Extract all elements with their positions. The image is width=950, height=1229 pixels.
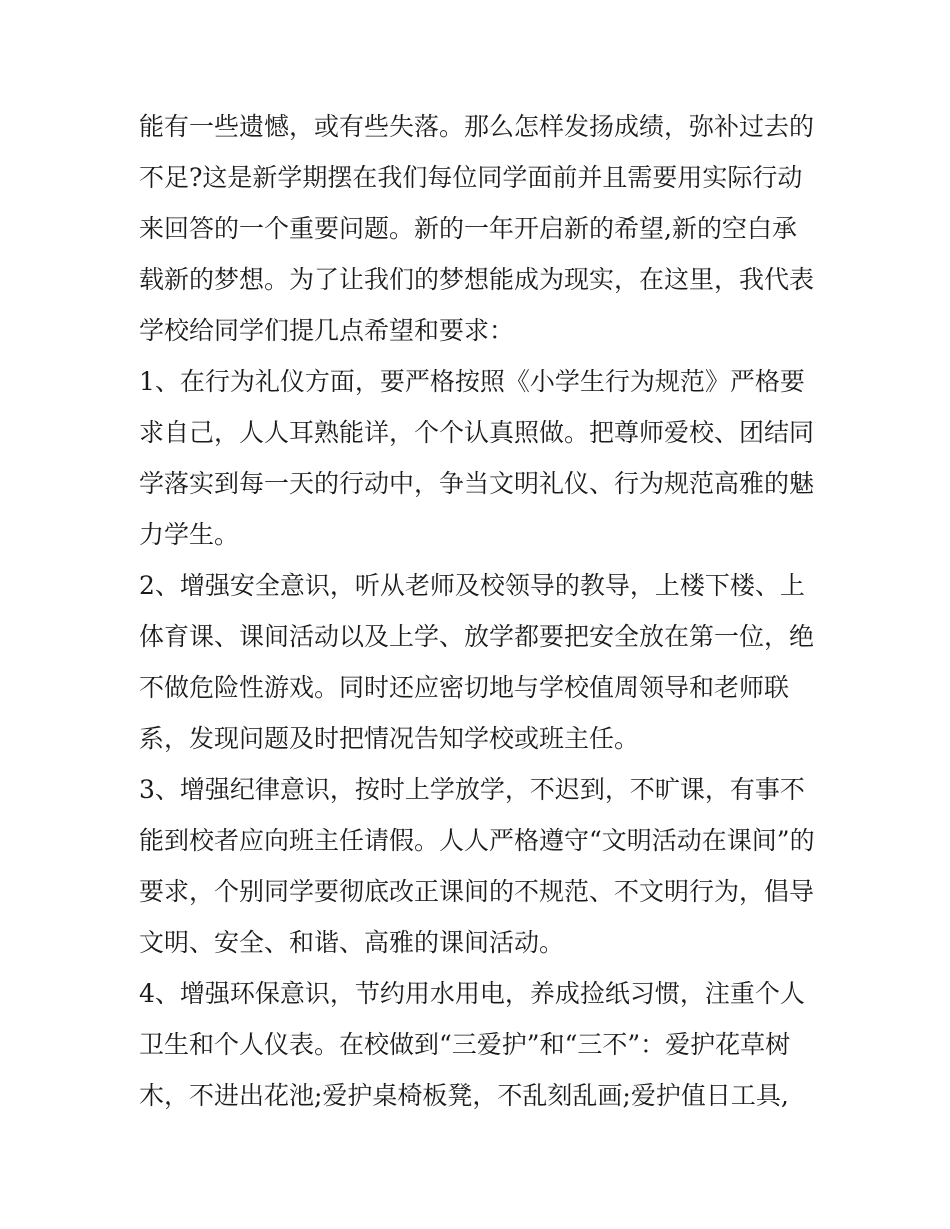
- text-line: 载新的梦想。为了让我们的梦想能成为现实，在这里，我代表: [139, 265, 815, 294]
- text-line: 来回答的一个重要问题。新的一年开启新的希望,新的空白承: [139, 214, 797, 243]
- text-line: 系，发现问题及时把情况告知学校或班主任。: [139, 724, 640, 753]
- text-line: 能到校者应向班主任请假。人人严格遵守“文明活动在课间”的: [139, 826, 815, 855]
- text-line: 求自己，人人耳熟能详，个个认真照做。把尊师爱校、团结同: [139, 418, 815, 447]
- text-line: 力学生。: [139, 520, 240, 549]
- text-line: 木，不进出花池;爱护桌椅板凳，不乱刻乱画;爱护值日工具,: [139, 1081, 789, 1110]
- text-line: 学校给同学们提几点希望和要求：: [139, 316, 515, 345]
- text-line: 文明、安全、和谐、高雅的课间活动。: [139, 928, 565, 957]
- text-line: 体育课、课间活动以及上学、放学都要把安全放在第一位，绝: [139, 622, 815, 651]
- text-line: 卫生和个人仪表。在校做到“三爱护”和“三不”：爱护花草树: [139, 1030, 791, 1059]
- text-line: 3、增强纪律意识，按时上学放学，不迟到，不旷课，有事不: [139, 775, 805, 804]
- text-line: 1、在行为礼仪方面，要严格按照《小学生行为规范》严格要: [139, 367, 805, 396]
- text-line: 不做危险性游戏。同时还应密切地与学校值周领导和老师联: [139, 673, 790, 702]
- text-line: 能有一些遗憾，或有些失落。那么怎样发扬成绩，弥补过去的: [139, 112, 815, 141]
- text-line: 不足?这是新学期摆在我们每位同学面前并且需要用实际行动: [139, 163, 803, 192]
- text-line: 要求，个别同学要彻底改正课间的不规范、不文明行为，倡导: [139, 877, 815, 906]
- text-line: 学落实到每一天的行动中，争当文明礼仪、行为规范高雅的魅: [139, 469, 815, 498]
- text-line: 4、增强环保意识，节约用水用电，养成捡纸习惯，注重个人: [139, 979, 805, 1008]
- text-line: 2、增强安全意识，听从老师及校领导的教导，上楼下楼、上: [139, 571, 805, 600]
